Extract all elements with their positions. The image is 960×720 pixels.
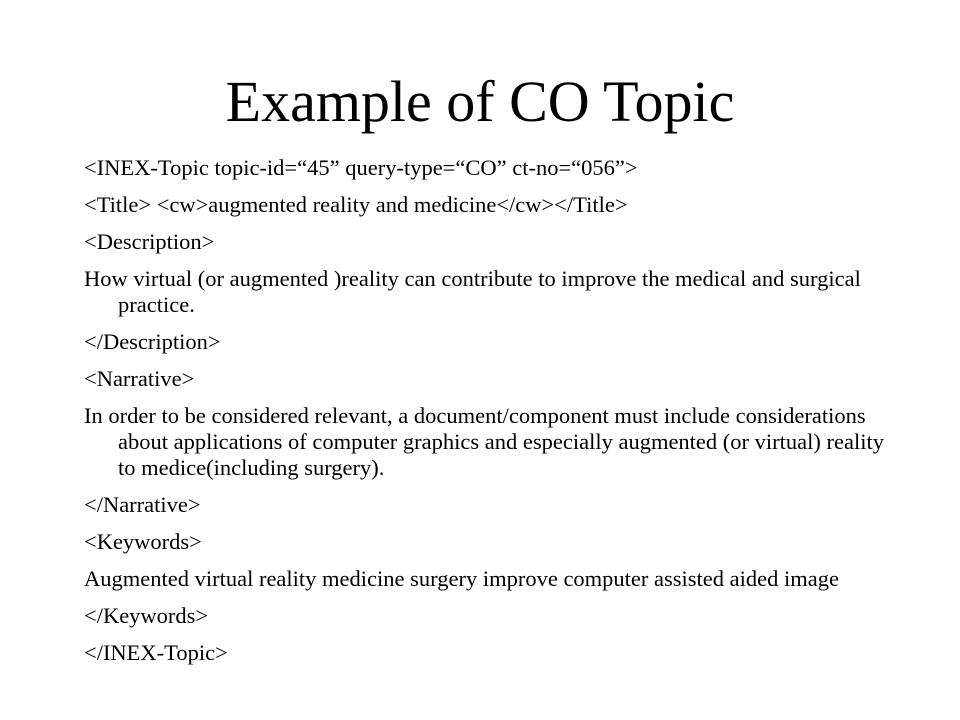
keywords-close-tag: </Keywords> (84, 603, 209, 628)
narrative-close-tag: </Narrative> (84, 492, 201, 517)
narrative-text: In order to be considered relevant, a document/component must include considerations about applications of computer graphics and especially augmented (or virtual) reality to medice(including surgery). (84, 403, 884, 480)
topic-close-tag: </INEX-Topic> (84, 640, 228, 665)
keywords-open-tag: <Keywords> (84, 529, 202, 554)
description-text: How virtual (or augmented )reality can contribute to improve the medical and surgical practice. (84, 266, 861, 317)
keywords-text: Augmented virtual reality medicine surgery improve computer assisted aided image (84, 566, 839, 591)
narrative-open-tag: <Narrative> (84, 366, 195, 391)
description-close-tag: </Description> (84, 329, 221, 354)
slide-title: Example of CO Topic (225, 69, 735, 134)
description-open-tag: <Description> (84, 229, 215, 254)
slide-body (84, 155, 884, 677)
title-line: <Title> <cw>augmented reality and medicine</cw></Title> (84, 192, 628, 217)
topic-open-tag: <INEX-Topic topic-id=“45” query-type=“CO” ct-no=“056”> (84, 155, 638, 180)
